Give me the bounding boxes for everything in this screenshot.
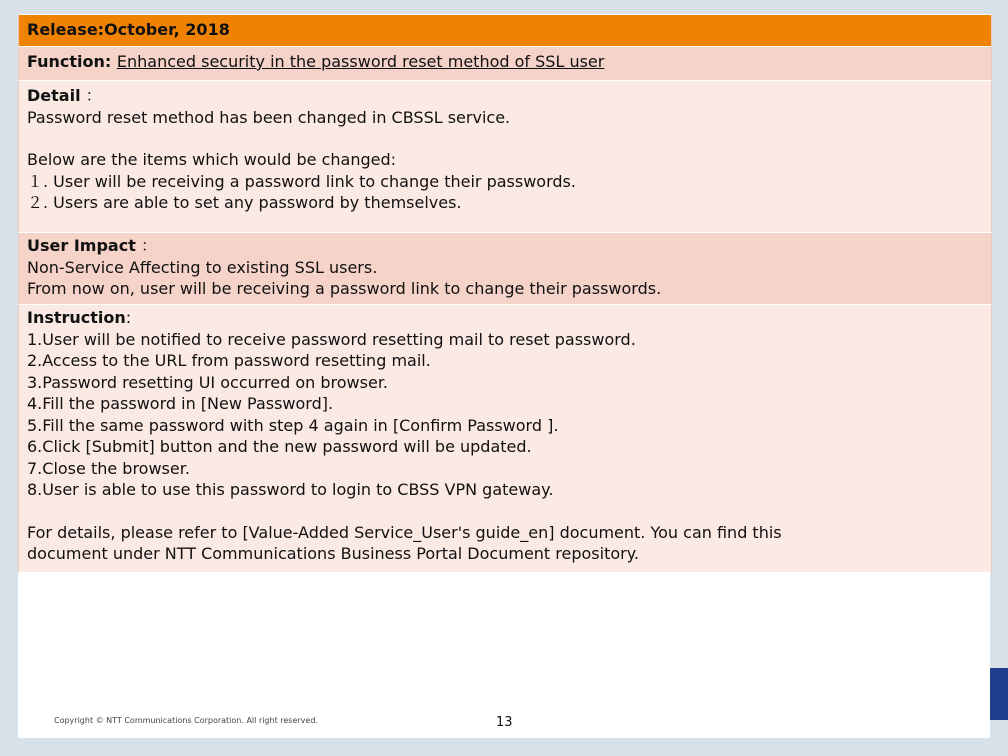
function-label: Function: [27,52,117,71]
function-row [18,46,992,80]
instruction-step: 8.User is able to use this password to login to CBSS VPN gateway. [27,480,554,499]
user-impact-row [18,232,992,304]
detail-label: Detail [27,86,81,105]
impact-separator: ： [140,236,157,255]
detail-row [18,80,992,232]
side-tab-decoration [990,668,1008,720]
slide-page [18,14,990,738]
detail-item: １. User will be receiving a password link to change their passwords. [27,171,576,191]
instruction-label: Instruction [27,308,126,327]
impact-line: From now on, user will be receiving a password link to change their passwords. [27,279,662,298]
instruction-details: For details, please refer to [Value-Added Service_User's guide_en] document. You can find this [27,522,782,542]
detail-items-intro: Below are the items which would be changed: [27,150,397,169]
footer-copyright: Copyright © NTT Communications Corporation. All right reserved. [54,716,318,725]
instruction-step: 6.Click [Submit] button and the new password will be updated. [27,437,532,456]
instruction-step: 1.User will be notified to receive password resetting mail to reset password. [27,329,636,349]
detail-line: Password reset method has been changed in CBSSL service. [27,107,511,127]
impact-label: User Impact [27,236,136,255]
impact-line: Non-Service Affecting to existing SSL users. [27,257,378,277]
release-text: Release:October, 2018 [27,20,230,39]
instruction-details: document under NTT Communications Business Portal Document repository. [27,544,639,563]
instruction-step: 5.Fill the same password with step 4 again in [Confirm Password ]. [27,415,559,435]
release-row [18,14,992,46]
instruction-step: 2.Access to the URL from password resetting mail. [27,351,431,370]
function-value: Enhanced security in the password reset method of SSL user [116,52,605,71]
detail-item: ２. Users are able to set any password by themselves. [27,193,462,212]
instruction-separator: : [125,308,132,327]
page-number: 13 [496,715,513,730]
detail-separator: ： [85,86,102,105]
instruction-row [18,304,992,572]
instruction-step: 4.Fill the password in [New Password]. [27,394,334,413]
instruction-step: 3.Password resetting UI occurred on browser. [27,372,389,392]
instruction-step: 7.Close the browser. [27,458,190,478]
